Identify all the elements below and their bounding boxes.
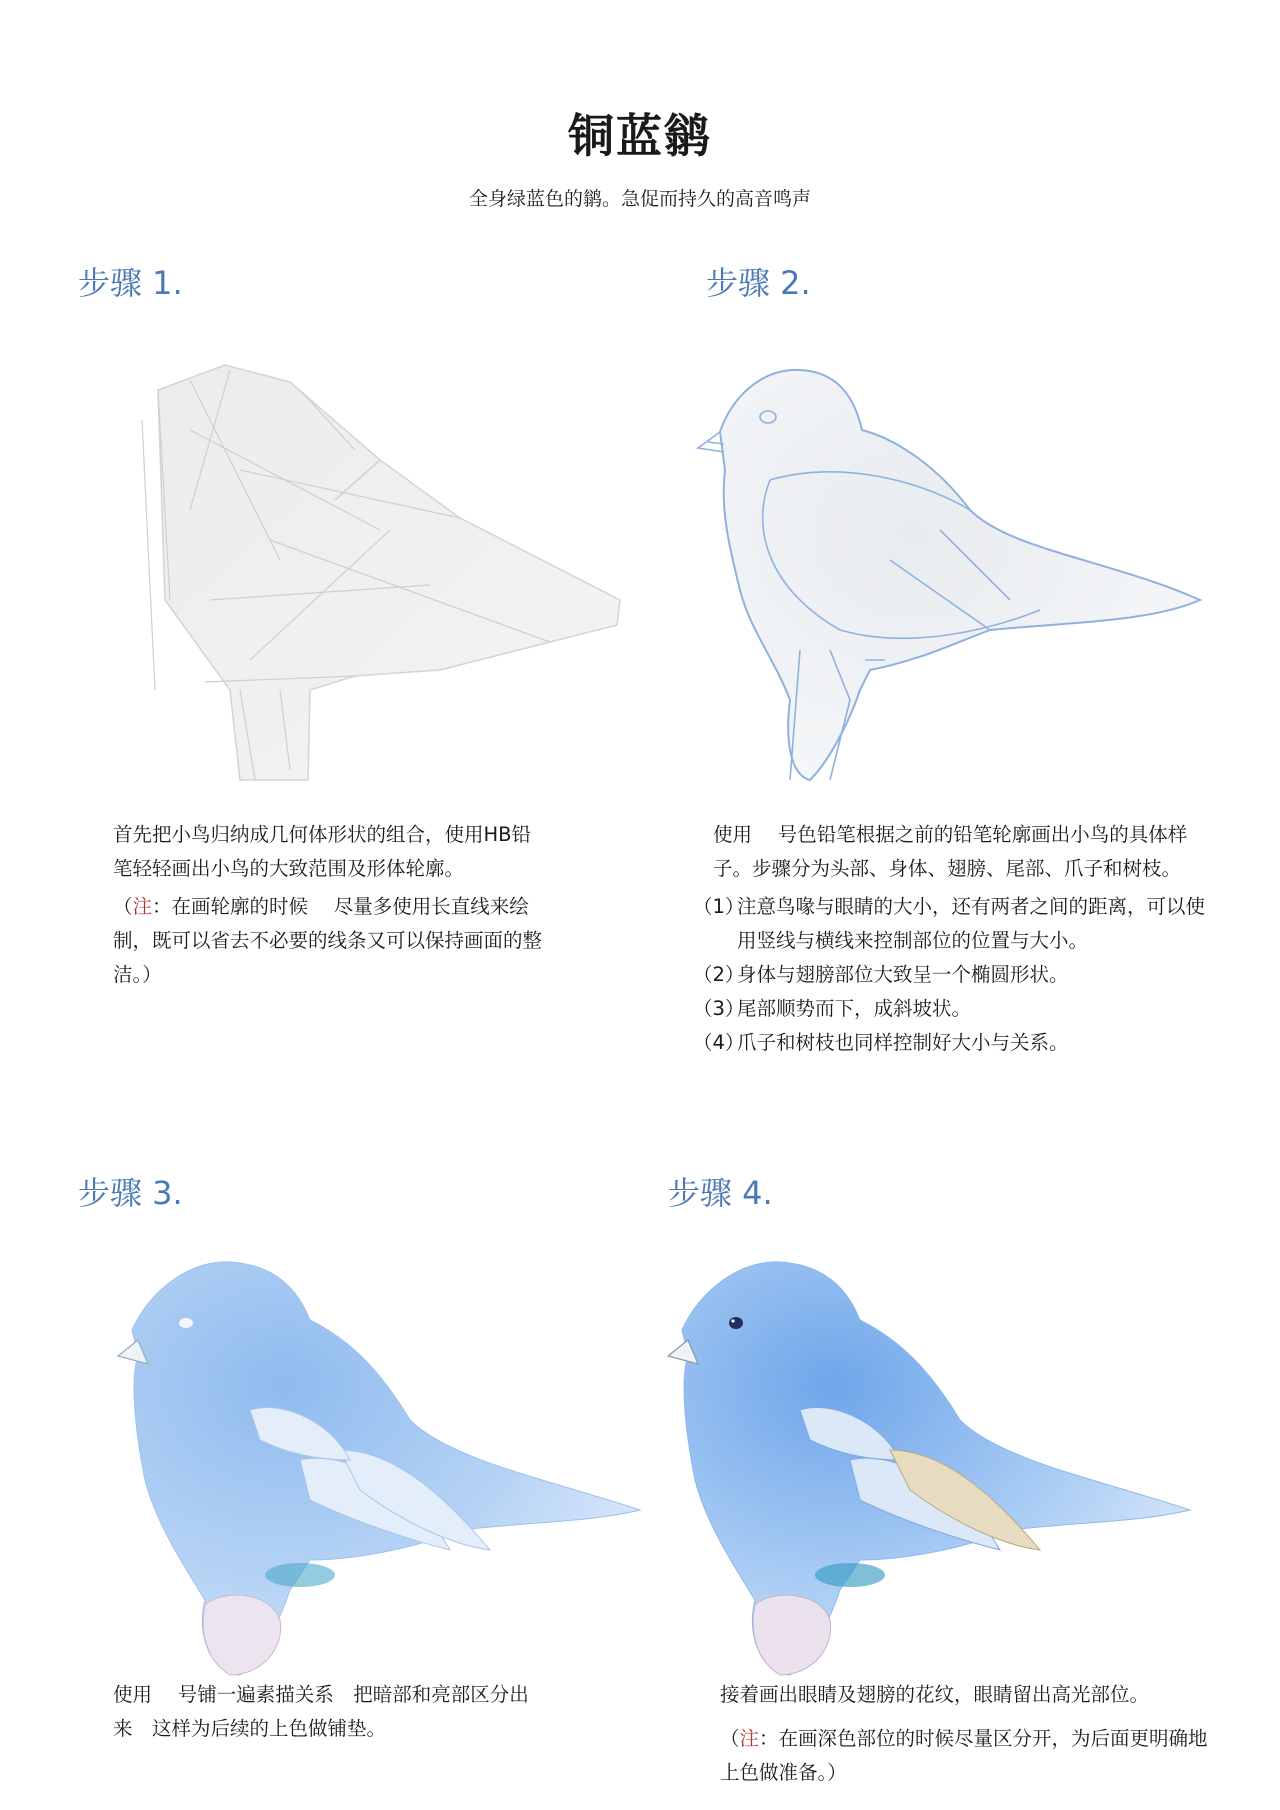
step-4-heading: 步骤 4.	[668, 1174, 773, 1212]
step-4-illustration	[660, 1260, 1200, 1680]
list-item	[693, 1026, 1218, 1060]
step-4-note	[720, 1722, 1220, 1790]
list-item-text: 身体与翅膀部位大致呈一个椭圆形状。	[737, 963, 1069, 986]
step-2-illustration	[690, 360, 1220, 790]
step-1-note-mark: 注	[132, 895, 153, 918]
step-1-note-open: （	[113, 895, 133, 918]
list-item	[693, 958, 1218, 992]
list-item-text: 尾部顺势而下，成斜坡状。	[737, 997, 972, 1020]
step-2-text: 使用 号色铅笔根据之前的铅笔轮廓画出小鸟的具体样子。步骤分为头部、身体、翅膀、尾部、爪子和树枝。	[713, 823, 1188, 880]
step-4-note-open: （	[720, 1727, 740, 1750]
list-item-text: 注意鸟喙与眼睛的大小，还有两者之间的距离，可以使用竖线与横线来控制部位的位置与大小。	[737, 895, 1206, 952]
step-3-illustration	[110, 1260, 650, 1680]
step-1-text: 首先把小鸟归纳成几何体形状的组合，使用HB铅笔轻轻画出小鸟的大致范围及形体轮廓。	[113, 823, 532, 880]
step-4-note-body: ：在画深色部位的时候尽量区分开，为后面更明确地上色做准备。）	[720, 1727, 1208, 1784]
list-item	[693, 890, 1218, 958]
step-2-description	[693, 818, 1218, 1060]
step-1-illustration	[130, 360, 650, 790]
step-2-list	[693, 890, 1218, 1060]
list-item-text: 爪子和树枝也同样控制好大小与关系。	[737, 1031, 1069, 1054]
list-item-number: （4）	[693, 1031, 745, 1054]
list-item	[693, 992, 1218, 1026]
page-subtitle: 全身绿蓝色的鹟。急促而持久的高音鸣声	[468, 188, 811, 210]
step-1-note	[113, 890, 543, 992]
list-item-number: （2）	[693, 963, 745, 986]
step-3-heading: 步骤 3.	[78, 1174, 183, 1212]
step-1-heading: 步骤 1.	[78, 264, 183, 302]
page-title: 铜蓝鹟	[568, 109, 712, 163]
step-3-description	[113, 1678, 543, 1746]
step-1-note-body: ：在画轮廓的时候 尽量多使用长直线来绘制，既可以省去不必要的线条又可以保持画面的整洁。）	[113, 895, 543, 986]
step-3-text: 使用 号铺一遍素描关系 把暗部和亮部区分出来 这样为后续的上色做铺垫。	[113, 1683, 529, 1740]
step-2-heading: 步骤 2.	[706, 264, 811, 302]
step-1-description	[113, 818, 543, 992]
step-4-description	[720, 1678, 1220, 1790]
list-item-number: （1）	[693, 895, 745, 918]
step-4-text: 接着画出眼睛及翅膀的花纹，眼睛留出高光部位。	[720, 1683, 1150, 1706]
list-item-number: （3）	[693, 997, 745, 1020]
step-4-note-mark: 注	[739, 1727, 760, 1750]
